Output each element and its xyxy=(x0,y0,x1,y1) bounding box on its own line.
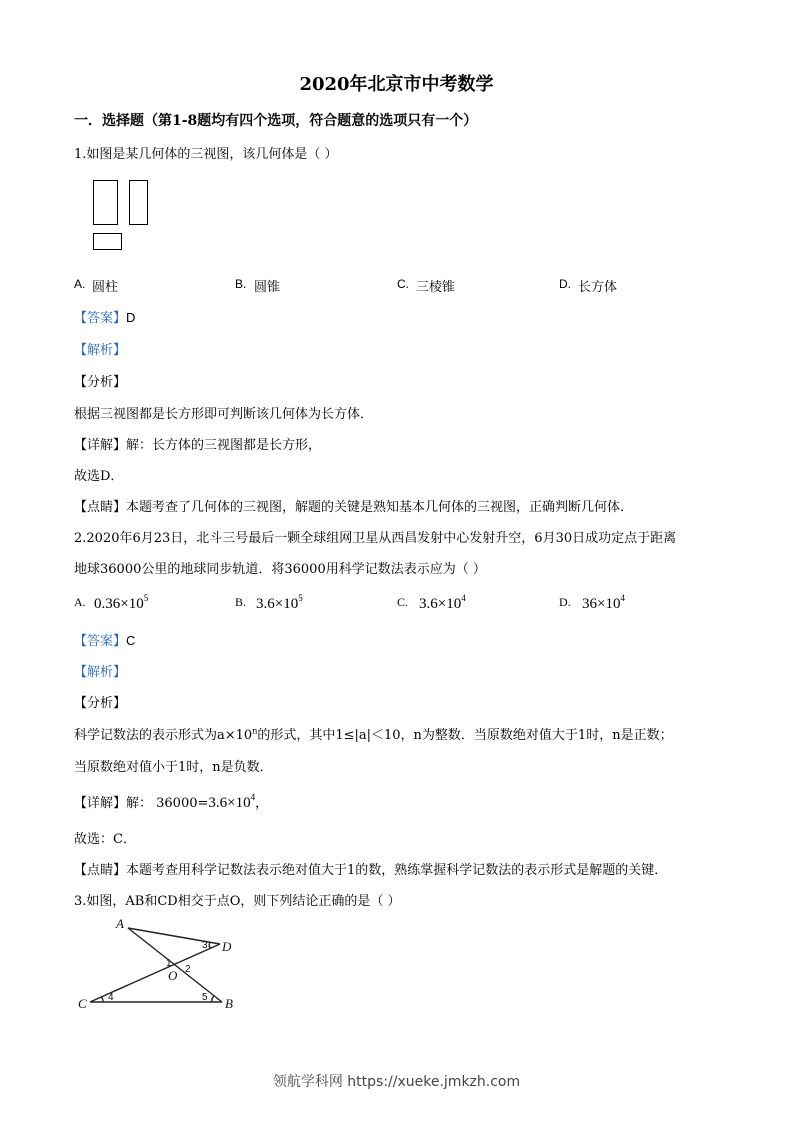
detail-prefix: 【详解】解： 36000= xyxy=(74,796,209,811)
q1-option-c-text: 三棱锥 xyxy=(416,280,456,295)
front-view-rect xyxy=(93,180,118,225)
angle-label-2: 2 xyxy=(185,964,191,975)
q2-option-b-letter: B. xyxy=(235,595,247,609)
label-b: B xyxy=(225,996,233,1011)
q1-comment: 【点睛】本题考查了几何体的三视图，解题的关键是熟知基本几何体的三视图，正确判断几何体． xyxy=(74,500,634,515)
q2-option-c-letter: C. xyxy=(397,595,409,609)
q1-option-b-letter: B. xyxy=(235,277,247,291)
label-o: O xyxy=(168,968,178,983)
angle-label-1: 1 xyxy=(166,958,172,969)
math-base: 36×10 xyxy=(582,596,621,612)
angle-label-4: 4 xyxy=(108,992,114,1003)
math-exponent: 4 xyxy=(461,593,466,603)
q2-option-c-math xyxy=(419,593,466,613)
q2-analysis-tag: 【解析】 xyxy=(74,665,127,680)
q2-option-d-math xyxy=(582,593,625,613)
fenxi-text-b: 的形式，其中1≤|a|＜10，n为整数．当原数绝对值大于1时，n是正数； xyxy=(257,728,673,743)
q1-option-a-text: 圆柱 xyxy=(92,280,119,295)
q1-option-d-letter: D. xyxy=(559,277,571,291)
angle-label-5: 5 xyxy=(202,992,208,1003)
answer-tag: 【答案】 xyxy=(74,634,127,649)
math-base: 0.36×10 xyxy=(94,596,144,612)
fenxi-text-a: 科学记数法的表示形式为a×10 xyxy=(74,728,253,743)
q2-option-d-letter: D. xyxy=(559,595,571,609)
top-view-rect xyxy=(93,233,122,250)
q2-answer xyxy=(74,630,135,649)
q1-detail: 【详解】解：长方体的三视图都是长方形， xyxy=(74,438,322,453)
document-title: 2020年北京市中考数学 xyxy=(299,74,494,95)
math-exponent: 4 xyxy=(620,593,625,603)
side-view-rect xyxy=(129,180,148,225)
footer-watermark: 领航学科网 https://xueke.jmkzh.com xyxy=(272,1074,521,1090)
q2-detail xyxy=(74,792,268,812)
label-c: C xyxy=(78,996,87,1011)
math-base: 3.6×10 xyxy=(256,596,299,612)
angle-label-3: 3 xyxy=(202,940,208,951)
q1-analysis-tag: 【解析】 xyxy=(74,343,127,358)
q1-option-d-text: 长方体 xyxy=(578,280,618,295)
q3-stem: 3.如图，AB和CD相交于点O，则下列结论正确的是（ ） xyxy=(74,894,401,909)
q1-fenxi-text: 根据三视图都是长方形即可判断该几何体为长方体． xyxy=(74,407,374,422)
detail-math xyxy=(208,792,256,811)
math-exponent: 5 xyxy=(298,593,303,603)
q2-fenxi-line1 xyxy=(74,724,673,743)
detail-suffix: ， xyxy=(255,796,269,811)
q1-answer xyxy=(74,307,135,326)
intersecting-lines-figure xyxy=(70,912,255,1017)
section-heading: 一．选择题（第1-8题均有四个选项，符合题意的选项只有一个） xyxy=(74,113,478,129)
label-a: A xyxy=(116,916,124,931)
q1-option-c-letter: C. xyxy=(397,277,409,291)
answer-value: D xyxy=(126,310,136,325)
q1-option-b-text: 圆锥 xyxy=(254,280,281,295)
q1-stem: 1.如图是某几何体的三视图，该几何体是（ ） xyxy=(74,147,338,162)
math-exponent: 4 xyxy=(250,792,256,802)
answer-tag: 【答案】 xyxy=(74,311,127,326)
q1-fenxi-tag: 【分析】 xyxy=(74,375,127,390)
angle-4-arc xyxy=(101,997,103,1002)
q2-choose: 故选：C． xyxy=(74,832,136,847)
q2-fenxi-tag: 【分析】 xyxy=(74,696,127,711)
answer-value: C xyxy=(126,633,136,648)
q2-fenxi-line2: 当原数绝对值小于1时，n是负数． xyxy=(74,760,273,775)
label-d: D xyxy=(222,939,232,954)
angle-5-arc xyxy=(212,996,214,1002)
q2-option-a-letter: A. xyxy=(74,595,86,609)
segment-ab xyxy=(128,928,222,1002)
math-base: 3.6×10 xyxy=(419,596,462,612)
fenxi-exponent: n xyxy=(252,726,258,736)
q2-option-a-math xyxy=(94,593,148,613)
q2-comment: 【点睛】本题考查用科学记数法表示绝对值大于1的数，熟练掌握科学记数法的表示形式是解题的关键． xyxy=(74,863,668,878)
q1-choose: 故选D． xyxy=(74,469,124,484)
q2-option-b-math xyxy=(256,593,303,613)
math-exponent: 5 xyxy=(143,593,149,603)
q1-option-a-letter: A. xyxy=(74,277,86,291)
q2-stem-line1: 2.2020年6月23日，北斗三号最后一颗全球组网卫星从西昌发射中心发射升空，6月30日成功定点于距离 xyxy=(74,531,677,546)
math-base: 3.6×10 xyxy=(208,795,251,811)
q2-stem-line2: 地球36000公里的地球同步轨道．将36000用科学记数法表示应为（ ） xyxy=(74,562,486,577)
